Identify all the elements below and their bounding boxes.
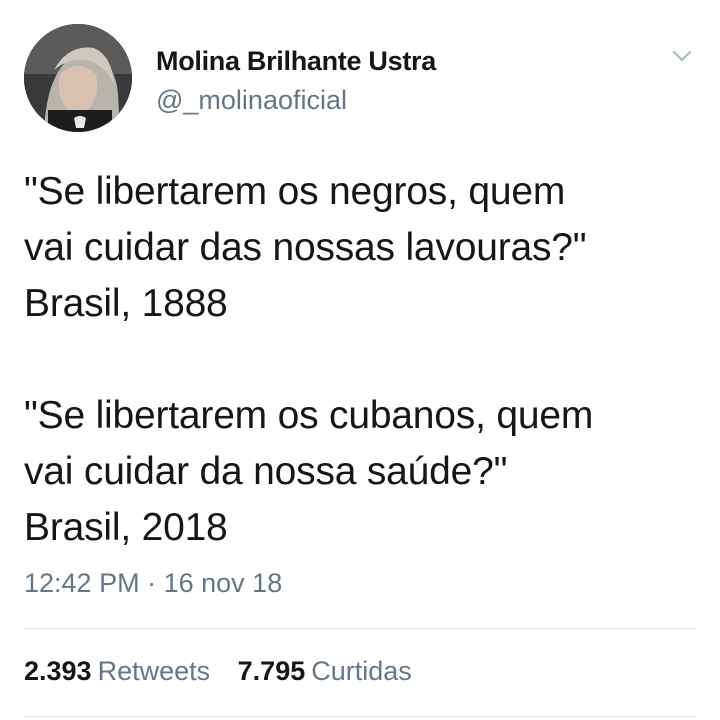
likes-label: Curtidas — [311, 656, 412, 686]
tweet-time: 12:42 PM — [24, 568, 140, 598]
display-name[interactable]: Molina Brilhante Ustra — [156, 46, 436, 76]
tweet-stats — [24, 654, 432, 688]
tweet-header — [24, 24, 696, 132]
avatar[interactable] — [24, 24, 132, 132]
retweets-stat[interactable] — [24, 654, 210, 688]
likes-count: 7.795 — [237, 656, 306, 686]
meta-separator: · — [147, 568, 157, 598]
likes-stat[interactable] — [238, 654, 412, 688]
tweet-line: vai cuidar das nossas lavouras?" — [24, 226, 587, 269]
retweets-count: 2.393 — [24, 656, 92, 686]
user-handle[interactable]: @_molinaoficial — [156, 85, 347, 115]
tweet-timestamp[interactable] — [24, 566, 282, 600]
avatar-photo-icon — [24, 24, 132, 132]
divider — [24, 716, 696, 717]
tweet-line: vai cuidar da nossa saúde?" — [24, 450, 508, 493]
tweet-line: Brasil, 1888 — [24, 282, 228, 325]
tweet-line: "Se libertarem os cubanos, quem — [24, 394, 594, 437]
tweet-date: 16 nov 18 — [163, 568, 283, 598]
user-names — [156, 46, 436, 115]
paragraph-gap — [24, 332, 696, 388]
tweet-line: Brasil, 2018 — [24, 506, 228, 549]
chevron-down-icon[interactable] — [670, 44, 694, 68]
tweet-line: "Se libertarem os negros, quem — [24, 170, 566, 213]
tweet-text — [24, 164, 696, 556]
retweets-label: Retweets — [97, 656, 211, 686]
divider — [24, 628, 696, 629]
